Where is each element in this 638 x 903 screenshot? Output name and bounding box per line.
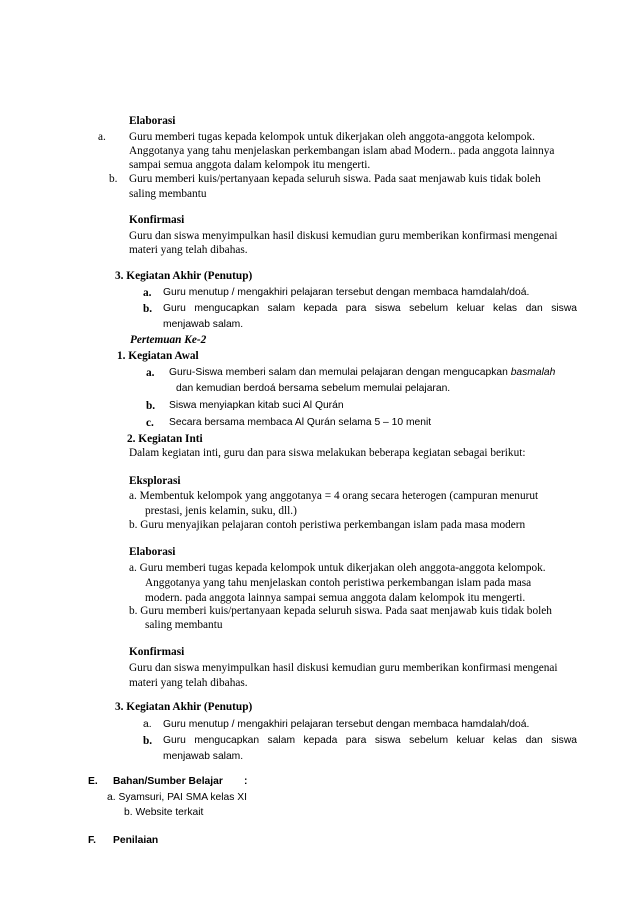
elaborasi2-a-line3: modern. pada anggota lainnya sampai semua anggota dalam kelompok itu mengerti. <box>145 592 526 604</box>
list-marker: b. <box>109 173 118 185</box>
kegiatan-inti-intro: Dalam kegiatan inti, guru dan para siswa melakukan beberapa kegiatan sebagai berikut: <box>129 447 526 459</box>
eksplorasi-heading: Eksplorasi <box>129 475 181 487</box>
akhir-b-line2: menjawab salam. <box>163 319 244 330</box>
kegiatan-akhir2-heading: 3. Kegiatan Akhir (Penutup) <box>115 701 253 713</box>
list-marker: b. <box>143 303 153 315</box>
akhir2-a-text: Guru menutup / mengakhiri pelajaran tersebut dengan membaca hamdalah/doá. <box>163 719 530 730</box>
elaborasi2-heading: Elaborasi <box>129 546 176 558</box>
list-marker: c. <box>146 417 154 429</box>
elaborasi-heading: Elaborasi <box>129 115 176 127</box>
section-f-letter: F. <box>88 835 97 846</box>
konfirmasi-heading: Konfirmasi <box>129 214 185 226</box>
akhir2-b-line1: Guru mengucapkan salam kepada para siswa sebelum keluar kelas dan siswa <box>163 735 577 746</box>
awal-a-line2: dan kemudian berdoá bersama sebelum memulai pelajaran. <box>176 383 451 394</box>
pertemuan-heading: Pertemuan Ke-2 <box>130 334 207 346</box>
awal-b-text: Siswa menyiapkan kitab suci Al Qurán <box>169 400 344 411</box>
section-e-letter: E. <box>88 776 98 787</box>
konfirmasi2-line1: Guru dan siswa menyimpulkan hasil diskusi kemudian guru memberikan konfirmasi mengenai <box>129 662 558 674</box>
eksplorasi-b-line1: b. Guru menyajikan pelajaran contoh peristiwa perkembangan islam pada masa modern <box>129 519 526 531</box>
elaborasi-b-line1: Guru memberi kuis/pertanyaan kepada seluruh siswa. Pada saat menjawab kuis tidak boleh <box>129 173 541 185</box>
elaborasi-a-line2: Anggotanya yang tahu menjelaskan perkembangan islam abad Modern.. pada anggota lainnya <box>129 145 555 157</box>
sumber-a: a. Syamsuri, PAI SMA kelas XI <box>107 792 248 803</box>
elaborasi2-b-line2: saling membantu <box>145 619 223 631</box>
konfirmasi-line2: materi yang telah dibahas. <box>129 244 248 256</box>
elaborasi-a-line1: Guru memberi tugas kepada kelompok untuk dikerjakan oleh anggota-anggota kelompok. <box>129 131 535 143</box>
elaborasi2-a-line2: Anggotanya yang tahu menjelaskan contoh peristiwa perkembangan islam pada masa <box>145 577 532 589</box>
akhir2-b-line2: menjawab salam. <box>163 751 244 762</box>
awal-c-text: Secara bersama membaca Al Qurán selama 5 – 10 menit <box>169 417 432 428</box>
list-marker: b. <box>146 400 156 412</box>
eksplorasi-a-line2: prestasi, jenis kelamin, suku, dll.) <box>145 505 297 517</box>
awal-a-line1: Guru-Siswa memberi salam dan memulai pelajaran dengan mengucapkan basmalah <box>169 367 556 378</box>
elaborasi-a-line3: sampai semua anggota dalam kelompok itu mengerti. <box>129 159 371 171</box>
konfirmasi2-heading: Konfirmasi <box>129 646 185 658</box>
section-e-title: Bahan/Sumber Belajar <box>113 776 223 787</box>
list-marker: a. <box>143 287 152 299</box>
elaborasi2-b-line1: b. Guru memberi kuis/pertanyaan kepada seluruh siswa. Pada saat menjawab kuis tidak boleh <box>129 605 552 617</box>
list-marker: a. <box>98 131 106 143</box>
list-marker: b. <box>143 735 153 747</box>
kegiatan-inti-heading: 2. Kegiatan Inti <box>127 433 203 445</box>
elaborasi2-a-line1: a. Guru memberi tugas kepada kelompok untuk dikerjakan oleh anggota-anggota kelompok. <box>129 562 546 574</box>
eksplorasi-a-line1: a. Membentuk kelompok yang anggotanya = 4 orang secara heterogen (campuran menurut <box>129 490 539 502</box>
akhir-a-text: Guru menutup / mengakhiri pelajaran tersebut dengan membaca hamdalah/doá. <box>163 287 530 298</box>
kegiatan-awal-heading: 1. Kegiatan Awal <box>117 350 199 362</box>
kegiatan-akhir-heading: 3. Kegiatan Akhir (Penutup) <box>115 270 253 282</box>
konfirmasi-line1: Guru dan siswa menyimpulkan hasil diskusi kemudian guru memberikan konfirmasi mengenai <box>129 230 558 242</box>
basmalah-term: basmalah <box>510 367 556 378</box>
elaborasi-b-line2: saling membantu <box>129 188 207 200</box>
section-e-colon: : <box>244 776 248 787</box>
sumber-b: b. Website terkait <box>124 807 204 818</box>
list-marker: a. <box>146 367 155 379</box>
konfirmasi2-line2: materi yang telah dibahas. <box>129 677 248 689</box>
section-f-title: Penilaian <box>113 835 159 846</box>
akhir-b-line1: Guru mengucapkan salam kepada para siswa sebelum keluar kelas dan siswa <box>163 303 577 314</box>
list-marker: a. <box>143 719 152 730</box>
